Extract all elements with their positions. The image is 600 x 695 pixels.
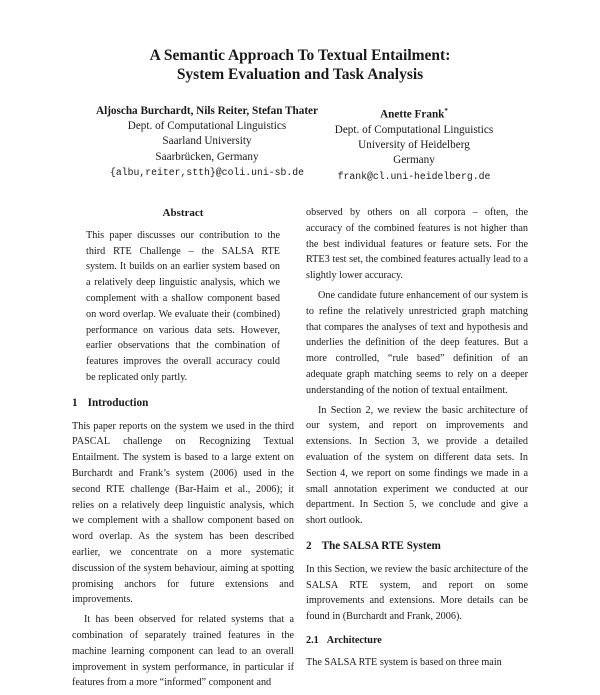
section-2-title: The SALSA RTE System (321, 539, 441, 552)
right-paragraph-2: One candidate future enhancement of our system is to refine the relatively unrestricted graph matching that compares the analyses of text and hypothesis and underlies the definition of the deep features. But a more controlled, “rule based” definition of an adequate graph matching seems to rely on a deeper understanding of the notion of textual entailment. (306, 289, 528, 396)
abstract-heading: Abstract (162, 207, 204, 219)
section-1-title: Introduction (87, 396, 149, 409)
right-paragraph-1: observed by others on all corpora – often, the accuracy of the combined features is not higher than the best individual features or feature sets. For the RTE3 test set, the combined features actually lead to a slightly lower accuracy. (306, 207, 528, 282)
right-paragraph-3: In Section 2, we review the basic architecture of our system, and report on improvements and extensions. In Section 3, we provide a detailed evaluation of the system on different data sets. In Section 4, we report on some findings we made in a small annotation experiment we conducted at our department. In Section 5, we conclude and give a short outlook. (306, 404, 528, 527)
affiliation-univ-right: University of Heidelberg (358, 139, 470, 152)
footnote-mark: * (444, 107, 448, 115)
author-names-left: Aljoscha Burchardt, Nils Reiter, Stefan Thater (96, 105, 318, 117)
subsection-2-1-number: 2.1 (306, 634, 319, 646)
email-right: frank@cl.uni-heidelberg.de (337, 170, 491, 182)
section-1-paragraph-2: It has been observed for related systems that a combination of separately trained features in the machine learning component can lead to an overall improvement in system performance, in particular if features from a more “informed” component and (72, 614, 294, 689)
section-2-paragraph-1: In this Section, we review the basic architecture of the SALSA RTE system, and report on some improvements and extensions. More details can be found in (Burchardt and Frank, 2006). (306, 563, 528, 623)
affiliation-dept-right: Dept. of Computational Linguistics (334, 123, 494, 136)
title-line-2: System Evaluation and Task Analysis (176, 66, 424, 83)
section-1-paragraph-1: This paper reports on the system we used in the third PASCAL challenge on Recognizing Textual Entailment. The system is based to a large extent on Burchardt and Frank’s system (2006) used in the second RTE challenge (Bar-Haim et al., 2006); it relies on a relatively deep linguistic analysis, which we complement with a shallow component based on word overlap. As the system has been described earlier, we concentrate on a more systematic discussion of the system behaviour, aiming at spotting promising anchors for future extensions and improvements. (72, 420, 294, 606)
subsection-2-1-paragraph-1: The SALSA RTE system is based on three main (306, 656, 502, 668)
subsection-2-1-heading (306, 633, 528, 649)
right-column (306, 205, 528, 675)
left-column (72, 206, 294, 695)
email-left: {albu,reiter,stth}@coli.uni-sb.de (109, 166, 304, 178)
author-block-heidelberg (308, 104, 520, 184)
affiliation-univ-left: Saarland University (162, 135, 252, 148)
title-line-1: A Semantic Approach To Textual Entailment: (149, 47, 451, 64)
section-2-heading (306, 539, 528, 555)
affiliation-city-left: Saarbrücken, Germany (155, 150, 259, 163)
section-1-heading (72, 396, 294, 412)
author-name-right (308, 104, 520, 123)
section-1-number: 1 (72, 396, 78, 409)
section-2-number: 2 (306, 539, 312, 552)
affiliation-country-right: Germany (393, 154, 435, 167)
subsection-2-1-title: Architecture (326, 634, 382, 646)
author-name-text: Anette Frank (380, 108, 445, 121)
affiliation-dept-left: Dept. of Computational Linguistics (127, 120, 287, 133)
abstract-text: This paper discusses our contribution to the third RTE Challenge – the SALSA RTE system. It builds on an earlier system based on a relatively deep linguistic analysis, which we complement with a shallow component based on word overlap. We evaluate their (combined) performance on various data sets. However, earlier observations that the combination of features improves the overall accuracy could be replicated only partly. (86, 229, 280, 383)
paper-title (60, 46, 540, 84)
author-block-saarland (80, 104, 334, 180)
